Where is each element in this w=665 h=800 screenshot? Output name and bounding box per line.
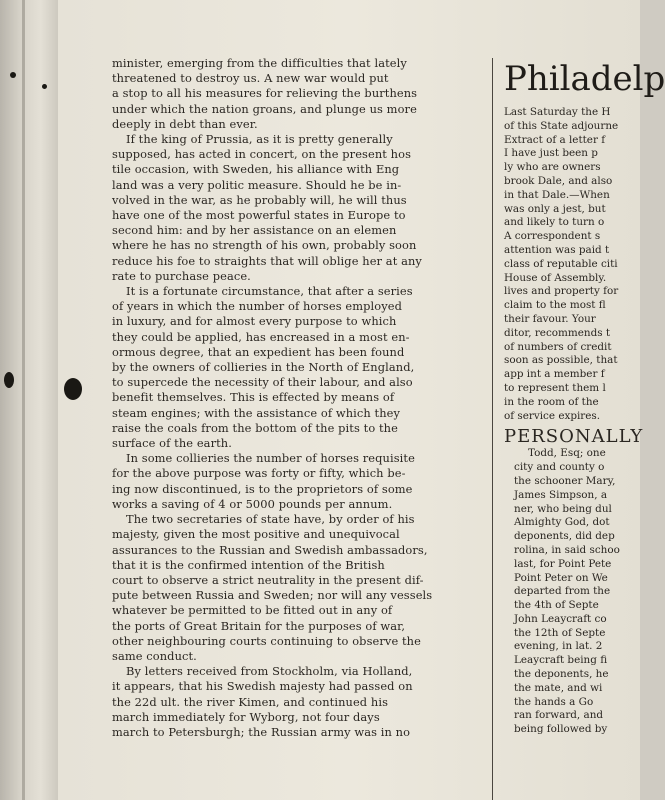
article-paragraph	[112, 132, 484, 284]
text-line: their favour. Your	[504, 312, 596, 325]
text-line: whatever be permitted to be fitted out in any of	[112, 603, 393, 618]
text-line: under which the nation groans, and plunge us more	[112, 101, 417, 116]
text-line: steam engines; with the assistance of which they	[112, 405, 401, 420]
text-line: land was a very politic measure. Should he be in-	[112, 177, 402, 192]
text-line: of numbers of credit	[504, 340, 612, 353]
page-fold-shadow	[22, 0, 25, 800]
text-line: works a saving of 4 or 5000 pounds per annum.	[112, 496, 393, 511]
text-line: the 4th of Septe	[514, 599, 599, 612]
text-line: evening, in lat. 2	[514, 640, 603, 653]
text-line: in that Dale.—When	[504, 188, 610, 201]
text-line: surface of the earth.	[112, 436, 232, 451]
text-line: march immediately for Wyborg, not four days	[112, 709, 380, 724]
text-line: claim to the most fl	[504, 299, 606, 312]
text-line: Leaycraft being fi	[514, 654, 608, 667]
text-line: I have just been p	[504, 147, 598, 160]
text-line: same conduct.	[112, 648, 197, 663]
masthead-title: Philadelp	[504, 59, 665, 99]
text-line: court to observe a strict neutrality in the present dif-	[112, 572, 424, 587]
text-line: attention was paid t	[504, 243, 610, 256]
article-paragraph	[112, 284, 484, 451]
text-line: ly who are owners	[504, 161, 601, 174]
text-line: In some collieries the number of horses requisite	[126, 451, 415, 466]
text-line: supposed, has acted in concert, on the present hos	[112, 147, 412, 162]
text-line: James Simpson, a	[514, 488, 608, 501]
text-line: reduce his foe to straights that will oblige her at any	[112, 253, 422, 268]
text-line: volved in the war, as he probably will, he will thus	[112, 192, 407, 207]
ink-blot	[10, 72, 16, 78]
text-line: the hands a Go	[514, 695, 594, 708]
text-line: If the king of Prussia, as it is pretty generally	[126, 132, 393, 147]
text-line: other neighbouring courts continuing to observe the	[112, 633, 421, 648]
text-line: threatened to destroy us. A new war would put	[112, 71, 389, 86]
text-line: Todd, Esq; one	[528, 447, 606, 460]
text-line: second him: and by her assistance on an elemen	[112, 223, 397, 238]
text-line: by the owners of collieries in the North of England,	[112, 360, 415, 375]
text-line: ing now discontinued, is to the proprietors of some	[112, 481, 413, 496]
text-line: of this State adjourne	[504, 119, 619, 132]
text-line: departed from the	[514, 585, 611, 598]
text-line: march to Petersburgh; the Russian army was in no	[112, 724, 411, 739]
text-line: House of Assembly.	[504, 271, 607, 284]
text-line: last, for Point Pete	[514, 557, 612, 570]
text-line: that it is the confirmed intention of the British	[112, 557, 385, 572]
article-paragraph	[112, 512, 484, 664]
text-line: pute between Russia and Sweden; nor will any vessels	[112, 588, 433, 603]
text-line: of service expires.	[504, 409, 601, 422]
text-line: A correspondent s	[504, 230, 601, 243]
text-line: deponents, did dep	[514, 530, 615, 543]
text-line: ran forward, and	[514, 709, 604, 722]
text-line: raise the coals from the bottom of the pits to the	[112, 420, 398, 435]
text-line: the deponents, he	[514, 668, 609, 681]
text-line: have one of the most powerful states in Europe to	[112, 208, 406, 223]
text-line: the ports of Great Britain for the purposes of war,	[112, 618, 406, 633]
text-line: deeply in debt than ever.	[112, 116, 258, 131]
text-line: rolina, in said schoo	[514, 543, 620, 556]
text-line: to supercede the necessity of their labour, and also	[112, 375, 413, 390]
text-line: It is a fortunate circumstance, that after a series	[126, 284, 413, 299]
text-line: the 22d ult. the river Kimen, and continued his	[112, 694, 389, 709]
text-line: Almighty God, dot	[514, 516, 610, 529]
text-line: Extract of a letter f	[504, 133, 606, 146]
article-column-right	[504, 58, 665, 800]
text-line: for the above purpose was forty or fifty, which be-	[112, 466, 406, 481]
text-line: in luxury, and for almost every purpose to which	[112, 314, 397, 329]
text-line: the 12th of Septe	[514, 626, 606, 639]
text-line: minister, emerging from the difficulties that lately	[112, 56, 407, 70]
text-line: brook Dale, and also	[504, 174, 613, 187]
text-line: to represent them l	[504, 381, 606, 394]
text-line: was only a jest, but	[504, 202, 606, 215]
text-line: a stop to all his measures for relieving the burthens	[112, 86, 418, 101]
article-paragraph	[112, 56, 484, 132]
article-paragraph	[112, 664, 484, 740]
text-line: ner, who being dul	[514, 502, 612, 515]
ink-blot	[42, 84, 47, 89]
text-line: ormous degree, that an expedient has been found	[112, 344, 405, 359]
text-line: benefit themselves. This is effected by means of	[112, 390, 395, 405]
ink-blot	[64, 378, 82, 400]
text-line: class of reputable citi	[504, 257, 618, 270]
text-line: By letters received from Stockholm, via Holland,	[126, 664, 413, 679]
news-items-block	[504, 106, 640, 423]
text-line: being followed by	[514, 723, 608, 736]
text-line: app int a member f	[504, 368, 605, 381]
text-line: Last Saturday the H	[504, 106, 611, 118]
text-line: majesty, given the most positive and unequivocal	[112, 527, 400, 542]
text-line: tile occasion, with Sweden, his alliance with Eng	[112, 162, 400, 177]
text-line: they could be applied, has encreased in a most en-	[112, 329, 410, 344]
ink-blot	[4, 372, 14, 388]
text-line: lives and property for	[504, 285, 619, 298]
text-line: rate to purchase peace.	[112, 268, 251, 283]
affidavit-heading: PERSONALLY	[504, 426, 644, 448]
text-line: city and county o	[514, 461, 605, 474]
text-line: and likely to turn o	[504, 216, 605, 229]
text-line: assurances to the Russian and Swedish ambassadors,	[112, 542, 428, 557]
article-paragraph	[112, 451, 484, 512]
text-line: where he has no strength of his own, probably soon	[112, 238, 417, 253]
binding-gutter	[0, 0, 58, 800]
affidavit-text-block	[504, 447, 640, 737]
text-line: The two secretaries of state have, by order of his	[126, 512, 415, 527]
column-rule	[492, 58, 493, 800]
text-line: in the room of the	[504, 395, 599, 408]
text-line: it appears, that his Swedish majesty had passed on	[112, 679, 413, 694]
article-column-left	[112, 56, 484, 740]
text-line: the mate, and wi	[514, 681, 603, 694]
text-line: the schooner Mary,	[514, 474, 616, 487]
text-line: of years in which the number of horses employed	[112, 299, 402, 314]
text-line: John Leaycraft co	[514, 612, 607, 625]
text-line: soon as possible, that	[504, 354, 618, 367]
text-line: ditor, recommends t	[504, 326, 611, 339]
text-line: Point Peter on We	[514, 571, 608, 584]
